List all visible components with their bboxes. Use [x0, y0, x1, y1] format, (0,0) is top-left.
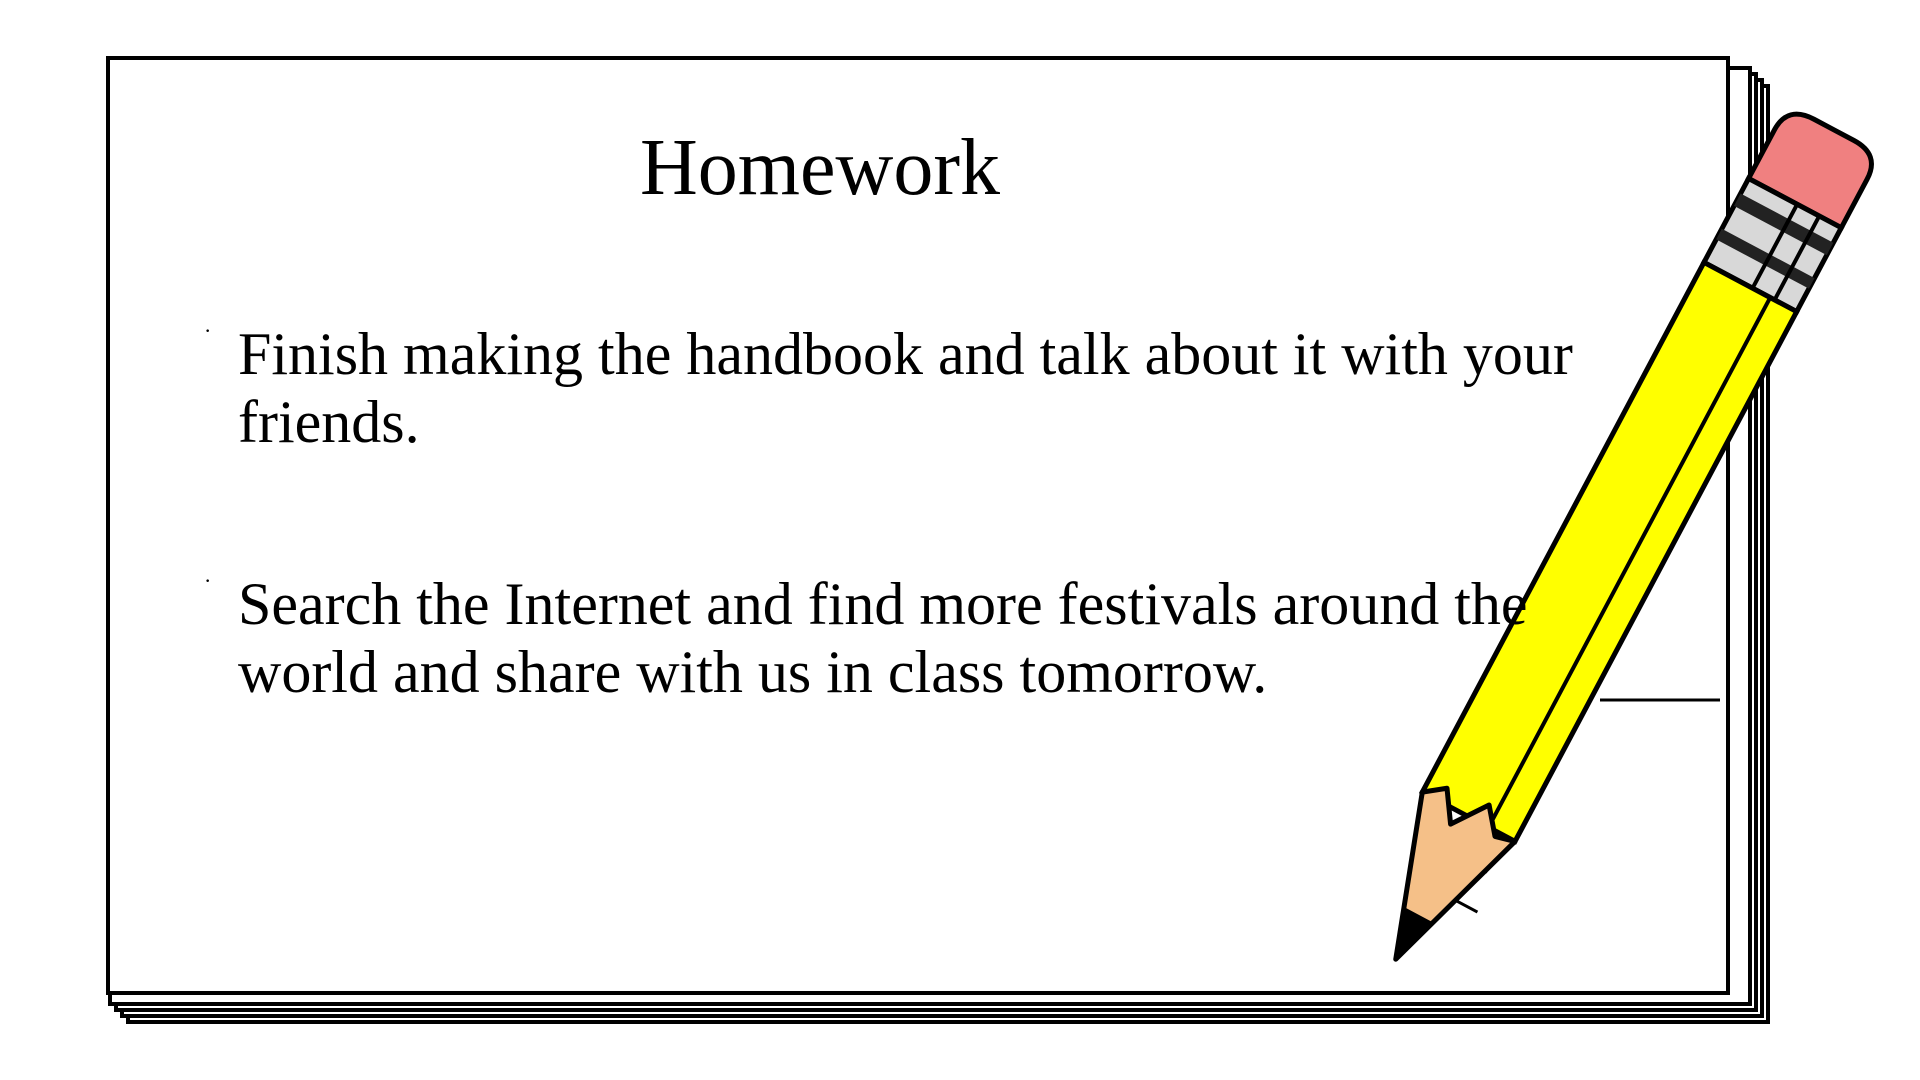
homework-list — [204, 318, 1633, 820]
bullet-text: Search the Internet and find more festivals around the world and share with us in class tomorrow. — [238, 571, 1528, 705]
slide-title: Homework — [640, 124, 1000, 212]
list-item — [204, 568, 1633, 706]
bullet-marker: · — [204, 318, 212, 343]
bullet-marker: · — [204, 568, 212, 593]
bullet-text: Finish making the handbook and talk about it with your friends. — [238, 321, 1573, 455]
list-item — [204, 318, 1633, 456]
